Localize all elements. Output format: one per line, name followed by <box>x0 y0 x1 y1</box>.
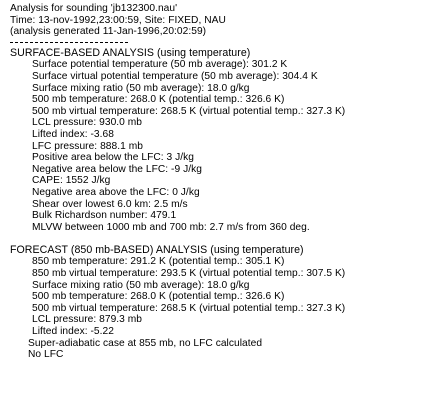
surface-line: CAPE: 1552 J/kg <box>32 175 111 187</box>
analysis-title: Analysis for sounding 'jb132300.nau' <box>10 3 178 14</box>
surface-section-heading: SURFACE-BASED ANALYSIS (using temperature) <box>10 46 251 59</box>
surface-line: Shear over lowest 6.0 km: 2.5 m/s <box>32 198 188 210</box>
sounding-time: Time: 13-nov-1992,23:00:59, Site: FIXED, NAU <box>10 14 226 26</box>
dashed-divider <box>10 39 128 47</box>
surface-line: Surface potential temperature (50 mb average): 301.2 K <box>32 59 288 71</box>
forecast-note: Super-adiabatic case at 855 mb, no LFC calculated <box>28 337 263 349</box>
surface-line: Positive area below the LFC: 3 J/kg <box>32 152 194 164</box>
surface-line: Surface mixing ratio (50 mb average): 18.0 g/kg <box>32 82 250 94</box>
forecast-line: Surface mixing ratio (50 mb average): 18.0 g/kg <box>32 279 250 291</box>
surface-line: Negative area below the LFC: -9 J/kg <box>32 163 202 175</box>
forecast-line: LCL pressure: 879.3 mb <box>32 314 143 326</box>
surface-line: Surface virtual potential temperature (50 mb average): 304.4 K <box>32 70 318 82</box>
forecast-note: No LFC <box>28 349 64 361</box>
forecast-section-heading: FORECAST (850 mb-BASED) ANALYSIS (using temperature) <box>10 243 304 256</box>
surface-line: Lifted index: -3.68 <box>32 128 114 140</box>
surface-line: Negative area above the LFC: 0 J/kg <box>32 186 200 198</box>
surface-line: Bulk Richardson number: 479.1 <box>32 210 177 222</box>
generated-timestamp: (analysis generated 11-Jan-1996,20:02:59) <box>10 26 207 38</box>
forecast-line: 850 mb virtual temperature: 293.5 K (virtual potential temp.: 307.5 K) <box>32 268 346 280</box>
forecast-line: 500 mb temperature: 268.0 K (potential temp.: 326.6 K) <box>32 291 285 303</box>
forecast-line: 850 mb temperature: 291.2 K (potential temp.: 305.1 K) <box>32 256 285 268</box>
forecast-line: 500 mb virtual temperature: 268.5 K (virtual potential temp.: 327.3 K) <box>32 302 346 314</box>
forecast-line: Lifted index: -5.22 <box>32 326 114 338</box>
surface-line: 500 mb temperature: 268.0 K (potential temp.: 326.6 K) <box>32 94 285 106</box>
surface-line: 500 mb virtual temperature: 268.5 K (virtual potential temp.: 327.3 K) <box>32 105 346 117</box>
surface-line: LFC pressure: 888.1 mb <box>32 140 143 152</box>
surface-line: LCL pressure: 930.0 mb <box>32 117 143 129</box>
surface-line: MLVW between 1000 mb and 700 mb: 2.7 m/s from 360 deg. <box>32 221 310 233</box>
